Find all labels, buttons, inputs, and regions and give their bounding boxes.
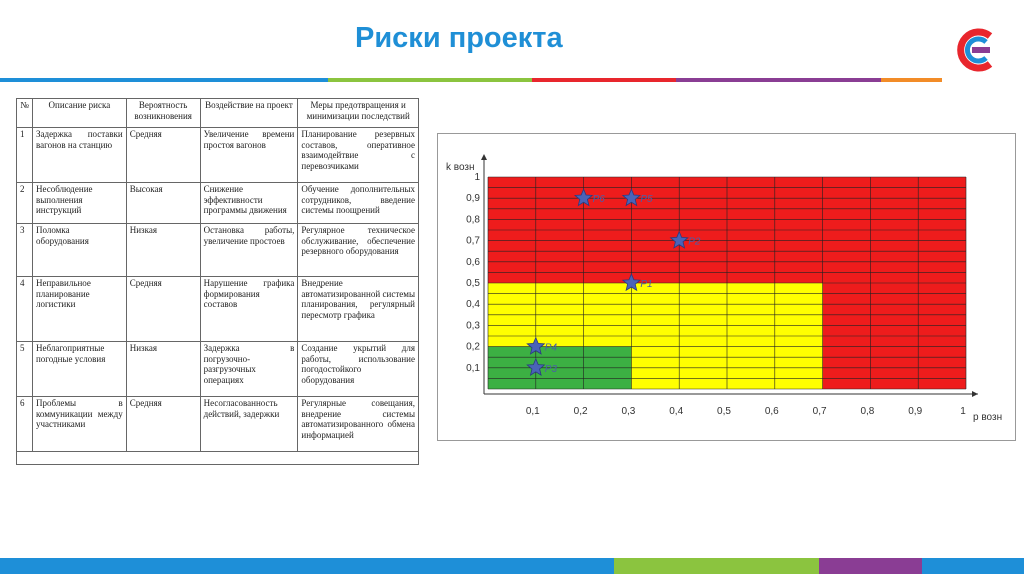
x-tick-label: 0,1 <box>525 406 540 417</box>
risk-table <box>16 98 419 465</box>
y-tick-label: 0,4 <box>466 299 480 311</box>
header-measures: Меры предотвращения и минимизации последствий <box>298 99 419 128</box>
risk-matrix-chart <box>437 133 1016 441</box>
risk-measures: Внедрение автоматизированной системы планирования, регулярный пересмотр графика <box>298 277 419 342</box>
risk-impact: Несогласованность действий, задержки <box>200 397 298 452</box>
row-number: 4 <box>17 277 33 342</box>
x-tick-label: 0,6 <box>764 406 779 417</box>
table-row <box>17 224 419 277</box>
risk-description: Несоблюдение выполнения инструкций <box>32 183 126 224</box>
x-axis-label: р возн <box>973 412 1003 423</box>
risk-description: Задержка поставки вагонов на станцию <box>32 128 126 183</box>
risk-point-label: P4 <box>544 342 558 354</box>
y-tick-label: 0,3 <box>466 320 480 332</box>
table-row <box>17 342 419 397</box>
header-description: Описание риска <box>32 99 126 128</box>
y-tick-label: 0,8 <box>466 214 480 226</box>
x-tick-label: 0,2 <box>573 406 588 417</box>
row-number: 5 <box>17 342 33 397</box>
row-number: 1 <box>17 128 33 183</box>
y-tick-label: 1 <box>474 172 480 183</box>
risk-probability: Низкая <box>126 224 200 277</box>
risk-measures: Регулярное техническое обслуживание, обеспечение резервного оборудования <box>298 224 419 277</box>
company-logo <box>950 28 998 72</box>
x-tick-label: 0,3 <box>621 406 636 417</box>
risk-probability: Средняя <box>126 277 200 342</box>
table-row <box>17 128 419 183</box>
row-number: 3 <box>17 224 33 277</box>
y-tick-label: 0,2 <box>466 341 480 353</box>
y-axis-arrow <box>481 154 487 160</box>
risk-measures: Обучение дополнительных сотрудников, введение системы поощрений <box>298 183 419 224</box>
risk-matrix-svg <box>438 134 1015 440</box>
risk-description: Неправильное планирование логистики <box>32 277 126 342</box>
x-tick-label: 0,5 <box>717 406 731 417</box>
top-color-bar <box>0 78 1024 82</box>
risk-description: Неблагоприятные погодные условия <box>32 342 126 397</box>
risk-measures: Регулярные совещания, внедрение системы автоматизированного обмена информацией <box>298 397 419 452</box>
table-row <box>17 277 419 342</box>
risk-point-label: P3 <box>544 363 558 375</box>
header-impact: Воздействие на проект <box>200 99 298 128</box>
table-row-empty <box>17 452 419 465</box>
table-header-row <box>17 99 419 128</box>
risk-description: Поломка оборудования <box>32 224 126 277</box>
table-row <box>17 183 419 224</box>
page-title: Риски проекта <box>355 22 563 54</box>
risk-probability: Низкая <box>126 342 200 397</box>
y-tick-label: 0,1 <box>466 362 480 374</box>
risk-impact: Задержка в погрузочно-разгрузочных операциях <box>200 342 298 397</box>
bottom-color-bar <box>0 558 1024 574</box>
risk-measures: Создание укрытий для работы, использование погодостойкого оборудования <box>298 342 419 397</box>
y-axis-label: k возн <box>446 162 475 173</box>
row-number: 2 <box>17 183 33 224</box>
risk-probability: Высокая <box>126 183 200 224</box>
y-tick-label: 0,6 <box>466 256 480 268</box>
risk-point-label: P5 <box>640 194 653 206</box>
risk-point-label: P1 <box>640 279 653 290</box>
x-tick-label: 0,7 <box>812 406 827 417</box>
x-axis-arrow <box>972 391 978 397</box>
row-number: 6 <box>17 397 33 452</box>
x-tick-label: 0,9 <box>908 406 923 417</box>
risk-point-label: P6 <box>592 194 605 206</box>
table-row <box>17 397 419 452</box>
header-number: № <box>17 99 33 128</box>
x-tick-label: 0,8 <box>860 406 875 417</box>
risk-point-label: P2 <box>688 236 701 248</box>
y-tick-label: 0,9 <box>466 193 480 205</box>
risk-description: Проблемы в коммуникации между участниками <box>32 397 126 452</box>
risk-impact: Увеличение времени простоя вагонов <box>200 128 298 183</box>
risk-impact: Остановка работы, увеличение простоев <box>200 224 298 277</box>
x-tick-label: 0,4 <box>669 406 684 417</box>
y-tick-label: 0,7 <box>466 235 480 247</box>
risk-impact: Нарушение графика формирования составов <box>200 277 298 342</box>
risk-measures: Планирование резервных составов, оперативное взаимодейтвие с перевозчиками <box>298 128 419 183</box>
x-tick-label: 1 <box>960 406 966 417</box>
y-tick-label: 0,5 <box>466 278 480 289</box>
risk-impact: Снижение эффективности программы движения <box>200 183 298 224</box>
risk-probability: Средняя <box>126 128 200 183</box>
risk-probability: Средняя <box>126 397 200 452</box>
header-probability: Вероятность возникновения <box>126 99 200 128</box>
